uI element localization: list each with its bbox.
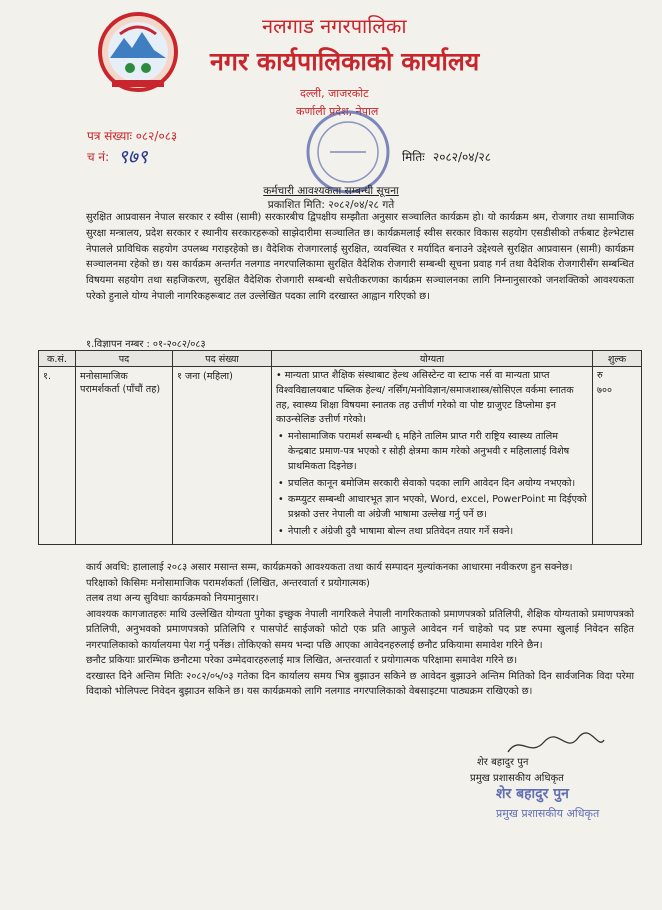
note-documents: आवश्यक कागजातहरुः माथि उल्लेखित योग्यता पुगेका इच्छुक नेपाली नागरिकले नेपाली नागरिकताको प्रमाणपत्रको प्रतिलिपी, शैक्षिक योग्यताको प्रमाणपत्रको प्रतिलिपी, अनुभवको प्रमाणपत्रको प्रतिलिपि र पासपोर्ट साईजको फोटो एक प्रति आफुले आवेदन गर्न चाहेको पद प्रष्ट रुपमा खुलाई निवेदन सहित नगरपालिकाको कार्यालयमा पेश गर्नु पर्नेछ। तोकिएको समय भन्दा पछि आएका आवेदनहरुलाई छनौट प्रकियामा समावेश गरिने छैन। <box>86 608 634 651</box>
notice-title: कर्मचारी आवश्यकता सम्बन्धी सूचना <box>263 185 399 197</box>
signatory-name: शेर बहादुर पुन <box>477 757 529 768</box>
date-label: मितिः <box>402 150 425 164</box>
signatory-title: प्रमुख प्रशासकीय अधिकृत <box>470 773 564 784</box>
list-item: • नेपाली र अंग्रेजी दुवै भाषामा बोल्न तथा प्रतिवेदन तयार गर्ने सक्ने। <box>288 525 588 540</box>
list-item: • मनोसामाजिक परामर्श सम्बन्धी ६ महिने तालिम प्राप्त गरी राष्ट्रिय स्वास्थ्य तालिम केन्द्रबाट प्रमाण-पत्र भएको र सोही क्षेत्रमा काम गरेको अनुभवी र महिलालाई विशेष प्राथमिकता दिइनेछ। <box>288 430 588 474</box>
header-qualification: योग्यता <box>272 351 593 367</box>
note-salary: तलब तथा अन्य सुविधाः कार्यक्रमको नियमानुसार। <box>86 593 259 604</box>
cell-count: १ जना (महिला) <box>173 367 272 545</box>
list-item: • प्रचलित कानून बमोजिम सरकारी सेवाको पदका लागि आवेदन दिन अयोग्य नभएको। <box>288 477 588 492</box>
notice-notes <box>86 560 634 700</box>
note-deadline: दरखास्त दिने अन्तिम मितिः २०८२/०५/०३ गतेका दिन कार्यालय समय भित्र बुझाउन सकिने छ आवेदन बुझाउने अन्तिम मितिको दिन सार्वजनिक विदा परेमा विदाको भोलिपल्ट निवेदन बुझाउन सकिने छ। यस कार्यक्रमको लागि नलगाड नगरपालिकाको वेबसाइटमा पाठ्यक्रम राखिएको छ। <box>86 670 634 697</box>
cell-qualification <box>272 367 593 545</box>
cell-fee <box>593 367 642 545</box>
intro-paragraph: सुरक्षित आप्रवासन नेपाल सरकार र स्वीस (सामी) सरकारबीच द्विपक्षीय सम्झौता अनुसार सञ्चालित कार्यक्रम हो। यो कार्यक्रम श्रम, रोजगार तथा सामाजिक सुरक्षा मन्त्रालय, प्रदेश सरकार र स्थानीय सरकारहरूको साझेदारीमा सञ्चालित छ। कार्यक्रमलाई स्वीस सरकार विकास सहयोग एसडीसीको तर्फबाट हेल्भेटास नेपालले प्राविधिक सहयोग उपलब्ध गराइरहेको छ। वैदेशिक रोजगारलाई सुरक्षित, व्यवस्थित र मर्यादित बनाउने उद्देश्यले सुरक्षित आप्रवासन (सामी) कार्यक्रम सञ्चालनमा रहेको छ। यस कार्यक्रम अन्तर्गत नलगाड नगरपालिकामा सुरक्षित वैदेशिक रोजगारी सम्बन्धी सूचना प्रवाह गर्न तथा वैदेशिक रोजगारीसँग सम्बन्धित विषयमा सहयोग तथा सहजिकरण, सुरक्षित वैदेशिक रोजगारी सम्बन्धी सचेतीकरणका कार्यक्रम सञ्चालनका लागि निम्नानुसारको जनशक्तिको आवश्यकता परेको हुनाले योग्य नेपाली नागरिकहरूबाट तल उल्लेखित पदका लागि दरखास्त आह्वान गरिएको छ। <box>86 212 634 302</box>
note-duration: कार्य अवधि: हालालाई २०८३ असार मसान्त सम्म, कार्यक्रमको आवश्यकता तथा कार्य सम्पादन मुल्यांकनका आधारमा नवीकरण हुन सक्नेछ। <box>86 562 573 573</box>
municipality-name: नलगाड नगरपालिका <box>262 14 407 38</box>
qualification-list <box>276 430 588 540</box>
address-line-1: दल्ली, जाजरकोट <box>300 87 369 100</box>
table-row <box>39 367 642 545</box>
published-date: प्रकाशित मिति: २०८२/०४/२८ गते <box>267 199 395 211</box>
header-sn: क.सं. <box>39 351 76 367</box>
cell-sn: १. <box>39 367 76 545</box>
advertisement-number: १.विज्ञापन नम्बर : ०१-२०८२/०८३ <box>86 339 206 350</box>
header-post: पद <box>76 351 173 367</box>
title-stamp: प्रमुख प्रशासकीय अधिकृत <box>496 807 600 820</box>
cell-post: मनोसामाजिक परामर्शकर्ता (पाँचौं तह) <box>76 367 173 545</box>
address-line-2: कर्णाली प्रदेश, नेपाल <box>296 105 379 118</box>
reference-number: पत्र संख्याः ०८२/०८३ <box>87 129 178 143</box>
note-selection: छनौट प्रकियाः प्रारम्भिक छनौटमा परेका उम्मेदवारहरुलाई मात्र लिखित, अन्तरवार्ता र प्रयोगात्मक परिक्षामा समावेश गरिने छ। <box>86 655 518 666</box>
fee-currency: रु <box>597 370 603 381</box>
list-item: • कम्प्युटर सम्बन्धी आधारभूत ज्ञान भएको, Word, excel, PowerPoint मा दिईएको प्रश्नको उत्तर नेपाली वा अंग्रेजी भाषामा उल्लेख गर्नु पर्ने छ। <box>288 493 588 523</box>
office-name: नगर कार्यपालिकाको कार्यालय <box>210 47 480 76</box>
header-count: पद संख्या <box>173 351 272 367</box>
header-fee: शुल्क <box>593 351 642 367</box>
dispatch-number-value: ९७९ <box>118 146 148 168</box>
dispatch-number-label: च नं: <box>87 150 110 164</box>
qualification-main: • मान्यता प्राप्त शैक्षिक संस्थाबाट हेल्थ असिस्टेन्ट वा स्टाफ नर्स वा मान्यता प्राप्त विश्वविद्यालयबाट पब्लिक हेल्थ/ नर्सिंग/मनोविज्ञान/समाजशास्त्र/सोसिएल वर्कमा स्नातक तह, स्वास्थ्य शिक्षा विषयमा स्नातक तह उत्तीर्ण गरेको वा पोष्ट ग्राजुएट डिप्लोमा इन काउन्सेलिङ उत्तीर्ण गरेको। <box>276 370 574 426</box>
fee-amount: ७०० <box>597 384 612 396</box>
vacancy-table <box>38 350 642 545</box>
date-value: २०८२/०४/२८ <box>433 150 492 164</box>
name-stamp: शेर बहादुर पुन <box>496 786 569 802</box>
table-header-row <box>39 351 642 367</box>
nepal-emblem-icon <box>90 8 186 94</box>
note-exam-type: परिक्षाको किसिमः मनोसामाजिक परामर्शकर्ता (लिखित, अन्तरवार्ता र प्रयोगात्मक) <box>86 577 370 589</box>
